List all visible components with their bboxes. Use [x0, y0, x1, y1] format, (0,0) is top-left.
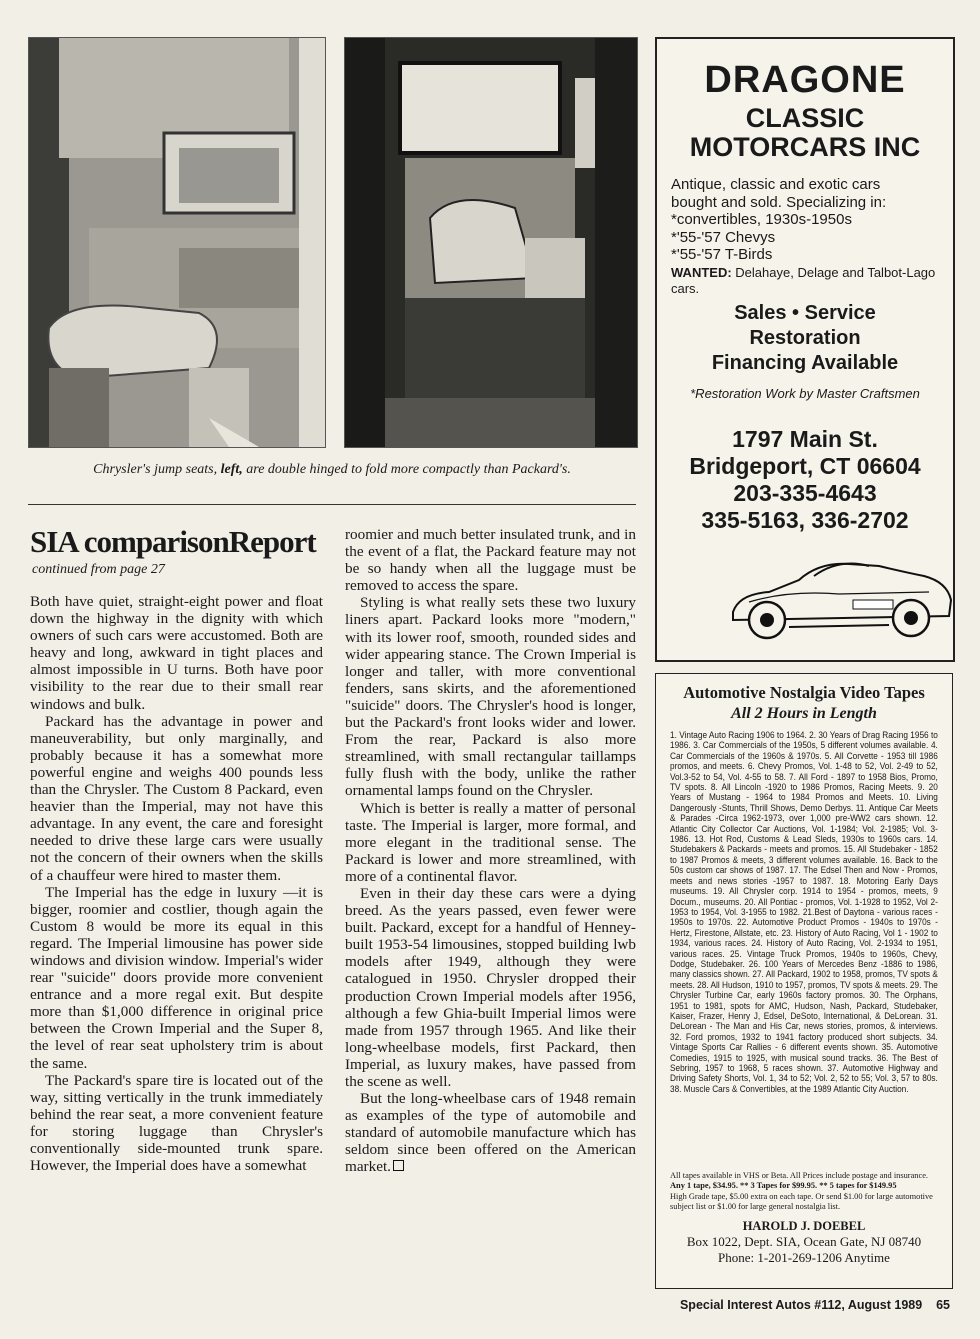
ad-address: [657, 426, 953, 534]
ad-title: Automotive Nostalgia Video Tapes: [683, 683, 925, 702]
paragraph: Even in their day these cars were a dying breed. As the years passed, even fewer were built. Packard, except for a handful of Henney-built 1953-54 limousines, stopped building lwb models after 1949, although they were catalogued in 1950. Chrysler dropped their production Crown Imperial models after 1956, although a few Ghia-built Imperial limos were made from 1957 through 1965. And like their long-wheelbase models, first Packard, then Imperial, as luxury makes, have passed from the scene as well.: [345, 884, 636, 1090]
paragraph: Packard has the advantage in power and maneuverability, but only marginally, and probably because it has a somewhat more powerful engine and weighs 400 pounds less than the Chrysler. The Custom 8 Packard, even heavier than the Imperial, may not have this advantage. In any event, the care and foresight needed to drive these large cars were usually not the concern of their owners when the skills of a chauffeur were hired to master them.: [30, 712, 323, 884]
ad-intro-line: *convertibles, 1930s-1950s: [671, 211, 852, 228]
paragraph-text: But the long-wheelbase cars of 1948 remain as examples of the type of automobile and standard of automobile manufacture which has seldom since been offered on the American market.: [345, 1090, 636, 1176]
tape-list: 1. Vintage Auto Racing 1906 to 1964. 2. 30 Years of Drag Racing 1956 to 1986. 3. Car Commercials of the 1950s, 5 different volumes available. 4. Car Commercials of the 1960s & 1970s. 5. All Corvette - 1953 till 1986 promos, and meets. 6. Chevy Promos, Vol. 1-48 to 52, Vol. 2-49 to 52, Vol.3-52 to 54, Vol. 4-55 to 58. 7. All Ford - 1897 to 1958 Bios, Promo, TV spots. 8. All Lincoln -1920 to 1986 Promos, Racing Meets. 9. 20 Years of Mustang - 1964 to 1984 Promos and Meets. 10. Living Dangerously -Stunts, Thrill Shows, Demo Derbys. 11. Antique Car Meets & Parades -Circa 1962-1973, over 1,000 pre-WW2 cars shown. 12. Atlantic City Collector Car Auctions, Vol. 1-1984; Vol. 2-1985; Vol. 3-1986. 13. Hot Rod, Customs & Lead Sleds, 1930s to 1960s cars. 14. Studebakers & Packards - meets and promos. 15. All Studebaker - 1852 to 1987 Promos & meets, 3 different volumes available. 16. Back to the 50s custom car shows of 1987. 17. The Edsel Then and Now - Promos, meets and news stories -1957 to 1987. 18. Motoring Early Days museums. 19. All Chrysler corp. 1914 to 1954 - promos, meets, 9 Docum., museums. 20. All Pontiac - promos, Vol. 1-1928 to 1952, Vol 2-1953 to 1954, Vol. 3-1955 to 1982. 21.Best of Daytona - various races - 1950s to 1970s. 22. Automotive Product Promos - 1940s to 1970s - Hertz, Firestone, Allstate, etc. 23. History of Auto Racing, Vol 1 - 1902 to 1934, various races. 24. History of Auto Racing, Vol. 2-1934 to 1951, various races. 25. Vintage Truck Promos, 1940s to 1960s, Chevy, Dodge, Studebaker. 26. 100 Years of Mercedes Benz -1886 to 1986, many classics shown. 27. All Packard, 1902 to 1958, promos, TV spots & meets. 28. All Hudson, 1910 to 1957, promos, TV spots & meets. 29. The Chrysler Turbine Car, early 1960s factory promos. 30. The Orphans, 1951 to 1981, spots for AMC, Hudson, Nash, Packard, Studebaker, Kaiser, Frazer, Henry J, Edsel, DeSoto, International, & DeLorean. 31. DeLorean - The Man and His Car, news stories, promos, & interviews. 32. Ford promos, 1932 to 1941 factory produced short subjects. 34. Vintage Sports Car Rallies - 6 different events shown. 35. Automotive Comedies, 1915 to 1925, with musical sound tracks. 36. The Best of Sebring, 1957 to 1968, 5 races shown. 37. Automotive Highway and Driving Safety Shorts, Vol. 1, 34 to 52; Vol. 2, 52 to 55; Vol. 3, 57 to 80s. 38. Muscle Cars & Convertibles, at the 1989 Atlantic City Auction.: [670, 730, 938, 1094]
classic-car-illustration: [729, 542, 955, 644]
photo-caption: [28, 462, 636, 478]
paragraph: The Imperial has the edge in luxury —it is bigger, roomier and costlier, though again the Custom 8 would be more its equal in this regard. The Imperial limousine has power side windows and division window. Imperial's wider rear "suicide" doors provide more convenient entrance and a more regal exit. But despite more than $1,000 difference in original price between the Crown Imperial and the Super 8, the level of rear seat upholstery trim is about the same.: [30, 883, 323, 1072]
ad-terms-line: All tapes available in VHS or Beta. All Prices include postage and insurance.: [670, 1171, 929, 1180]
ad-address-line: 1797 Main St.: [732, 426, 878, 452]
ad-services: [657, 301, 953, 376]
ad-address-line: 335-5163, 336-2702: [701, 507, 909, 533]
ad-company-subtitle-2: MOTORCARS INC: [689, 132, 921, 162]
caption-left-word: left,: [220, 462, 243, 477]
paragraph: Styling is what really sets these two luxury liners apart. Packard looks more "modern," with its lower roof, smooth, rounded sides and wider appearing stance. The Crown Imperial is longer and taller, with more conventional fenders, sans skirts, and the aforementioned "suicide" doors. The Chrysler's hood is longer, but the Packard's front looks wider and lower. From the rear, Packard is also more streamlined, with small rectangular taillamps fully flush with the body, unlike the rather ornamental lamps found on the Chrysler.: [345, 594, 636, 800]
ad-company-subtitle: CLASSIC: [745, 103, 865, 133]
ad-address-line: Bridgeport, CT 06604: [689, 453, 921, 479]
paragraph-final: [345, 1090, 636, 1175]
ad-contact: [656, 1218, 952, 1266]
ad-subtitle: All 2 Hours in Length: [731, 705, 877, 722]
ad-wanted: [671, 265, 943, 297]
caption-text-rest: are double hinged to fold more compactly than Packard's.: [246, 462, 571, 477]
jump-seat-photo-packard: [344, 37, 638, 448]
ad-intro-line: Antique, classic and exotic cars: [671, 176, 881, 193]
ad-intro-line: bought and sold. Specializing in:: [671, 193, 887, 211]
ad-address-line: 203-335-4643: [733, 480, 877, 506]
ad-prices: Any 1 tape, $34.95. ** 3 Tapes for $99.95. ** 5 tapes for $149.95: [670, 1181, 897, 1191]
video-tapes-advertisement: [655, 673, 953, 1289]
ad-note: *Restoration Work by Master Craftsmen: [690, 386, 920, 401]
contact-address: Box 1022, Dept. SIA, Ocean Gate, NJ 08740: [686, 1234, 922, 1249]
paragraph: roomier and much better insulated trunk, and in the event of a flat, the Packard feature may not be so handy when all the luggage must be removed to access the spare.: [345, 526, 636, 595]
ad-terms: [670, 1171, 938, 1212]
ad-intro-line: *'55-'57 T-Birds: [671, 246, 773, 263]
paragraph: Which is better is really a matter of personal taste. The Imperial is larger, more formal, and more elegant in the traditional sense. The Packard is lower and more streamlined, with more of a continental flavor.: [345, 799, 636, 885]
contact-phone: Phone: 1-201-269-1206 Anytime: [718, 1250, 890, 1265]
ad-service-line: Financing Available: [711, 352, 899, 374]
article-column-1: [30, 593, 323, 1174]
page-footer: Special Interest Autos #112, August 1989 65: [679, 1298, 950, 1312]
continued-note: continued from page 27: [32, 562, 165, 577]
section-divider: [28, 504, 636, 505]
ad-intro: [671, 176, 943, 264]
ad-intro-line: *'55-'57 Chevys: [671, 228, 776, 246]
article-title: SIA comparisonReport: [30, 524, 316, 559]
ad-service-line: Sales • Service: [734, 302, 876, 324]
paragraph: Both have quiet, straight-eight power and float down the highway in the dignity with which owners of such cars were accustomed. Both are heavy and long, awkward in tight places and almost impossible in U turns. Both have poor visibility to the rear due to their small rear windows and bulk.: [30, 593, 323, 713]
end-mark-icon: [393, 1160, 404, 1171]
dragone-advertisement: [655, 37, 955, 662]
jump-seat-photo-chrysler: [28, 37, 326, 448]
paragraph: The Packard's spare tire is located out of the way, sitting vertically in the trunk immediately behind the rear seat, a more convenient feature for storing luggage than Chrysler's conventionally side-mounted trunk spare. However, the Imperial does have a somewhat: [30, 1071, 323, 1175]
ad-wanted-text: Delahaye, Delage and Talbot-Lago cars.: [671, 265, 936, 296]
ad-company-name: DRAGONE: [704, 59, 906, 101]
ad-service-line: Restoration: [749, 327, 861, 349]
contact-name: HAROLD J. DOEBEL: [742, 1219, 866, 1233]
caption-text-start: Chrysler's jump seats,: [93, 462, 218, 477]
article-column-2: [345, 526, 636, 1176]
ad-wanted-label: WANTED:: [671, 265, 732, 280]
ad-terms-line: High Grade tape, $5.00 extra on each tape. Or send $1.00 for large automotive subject list or $1.00 for large general nostalgia list.: [670, 1191, 933, 1211]
